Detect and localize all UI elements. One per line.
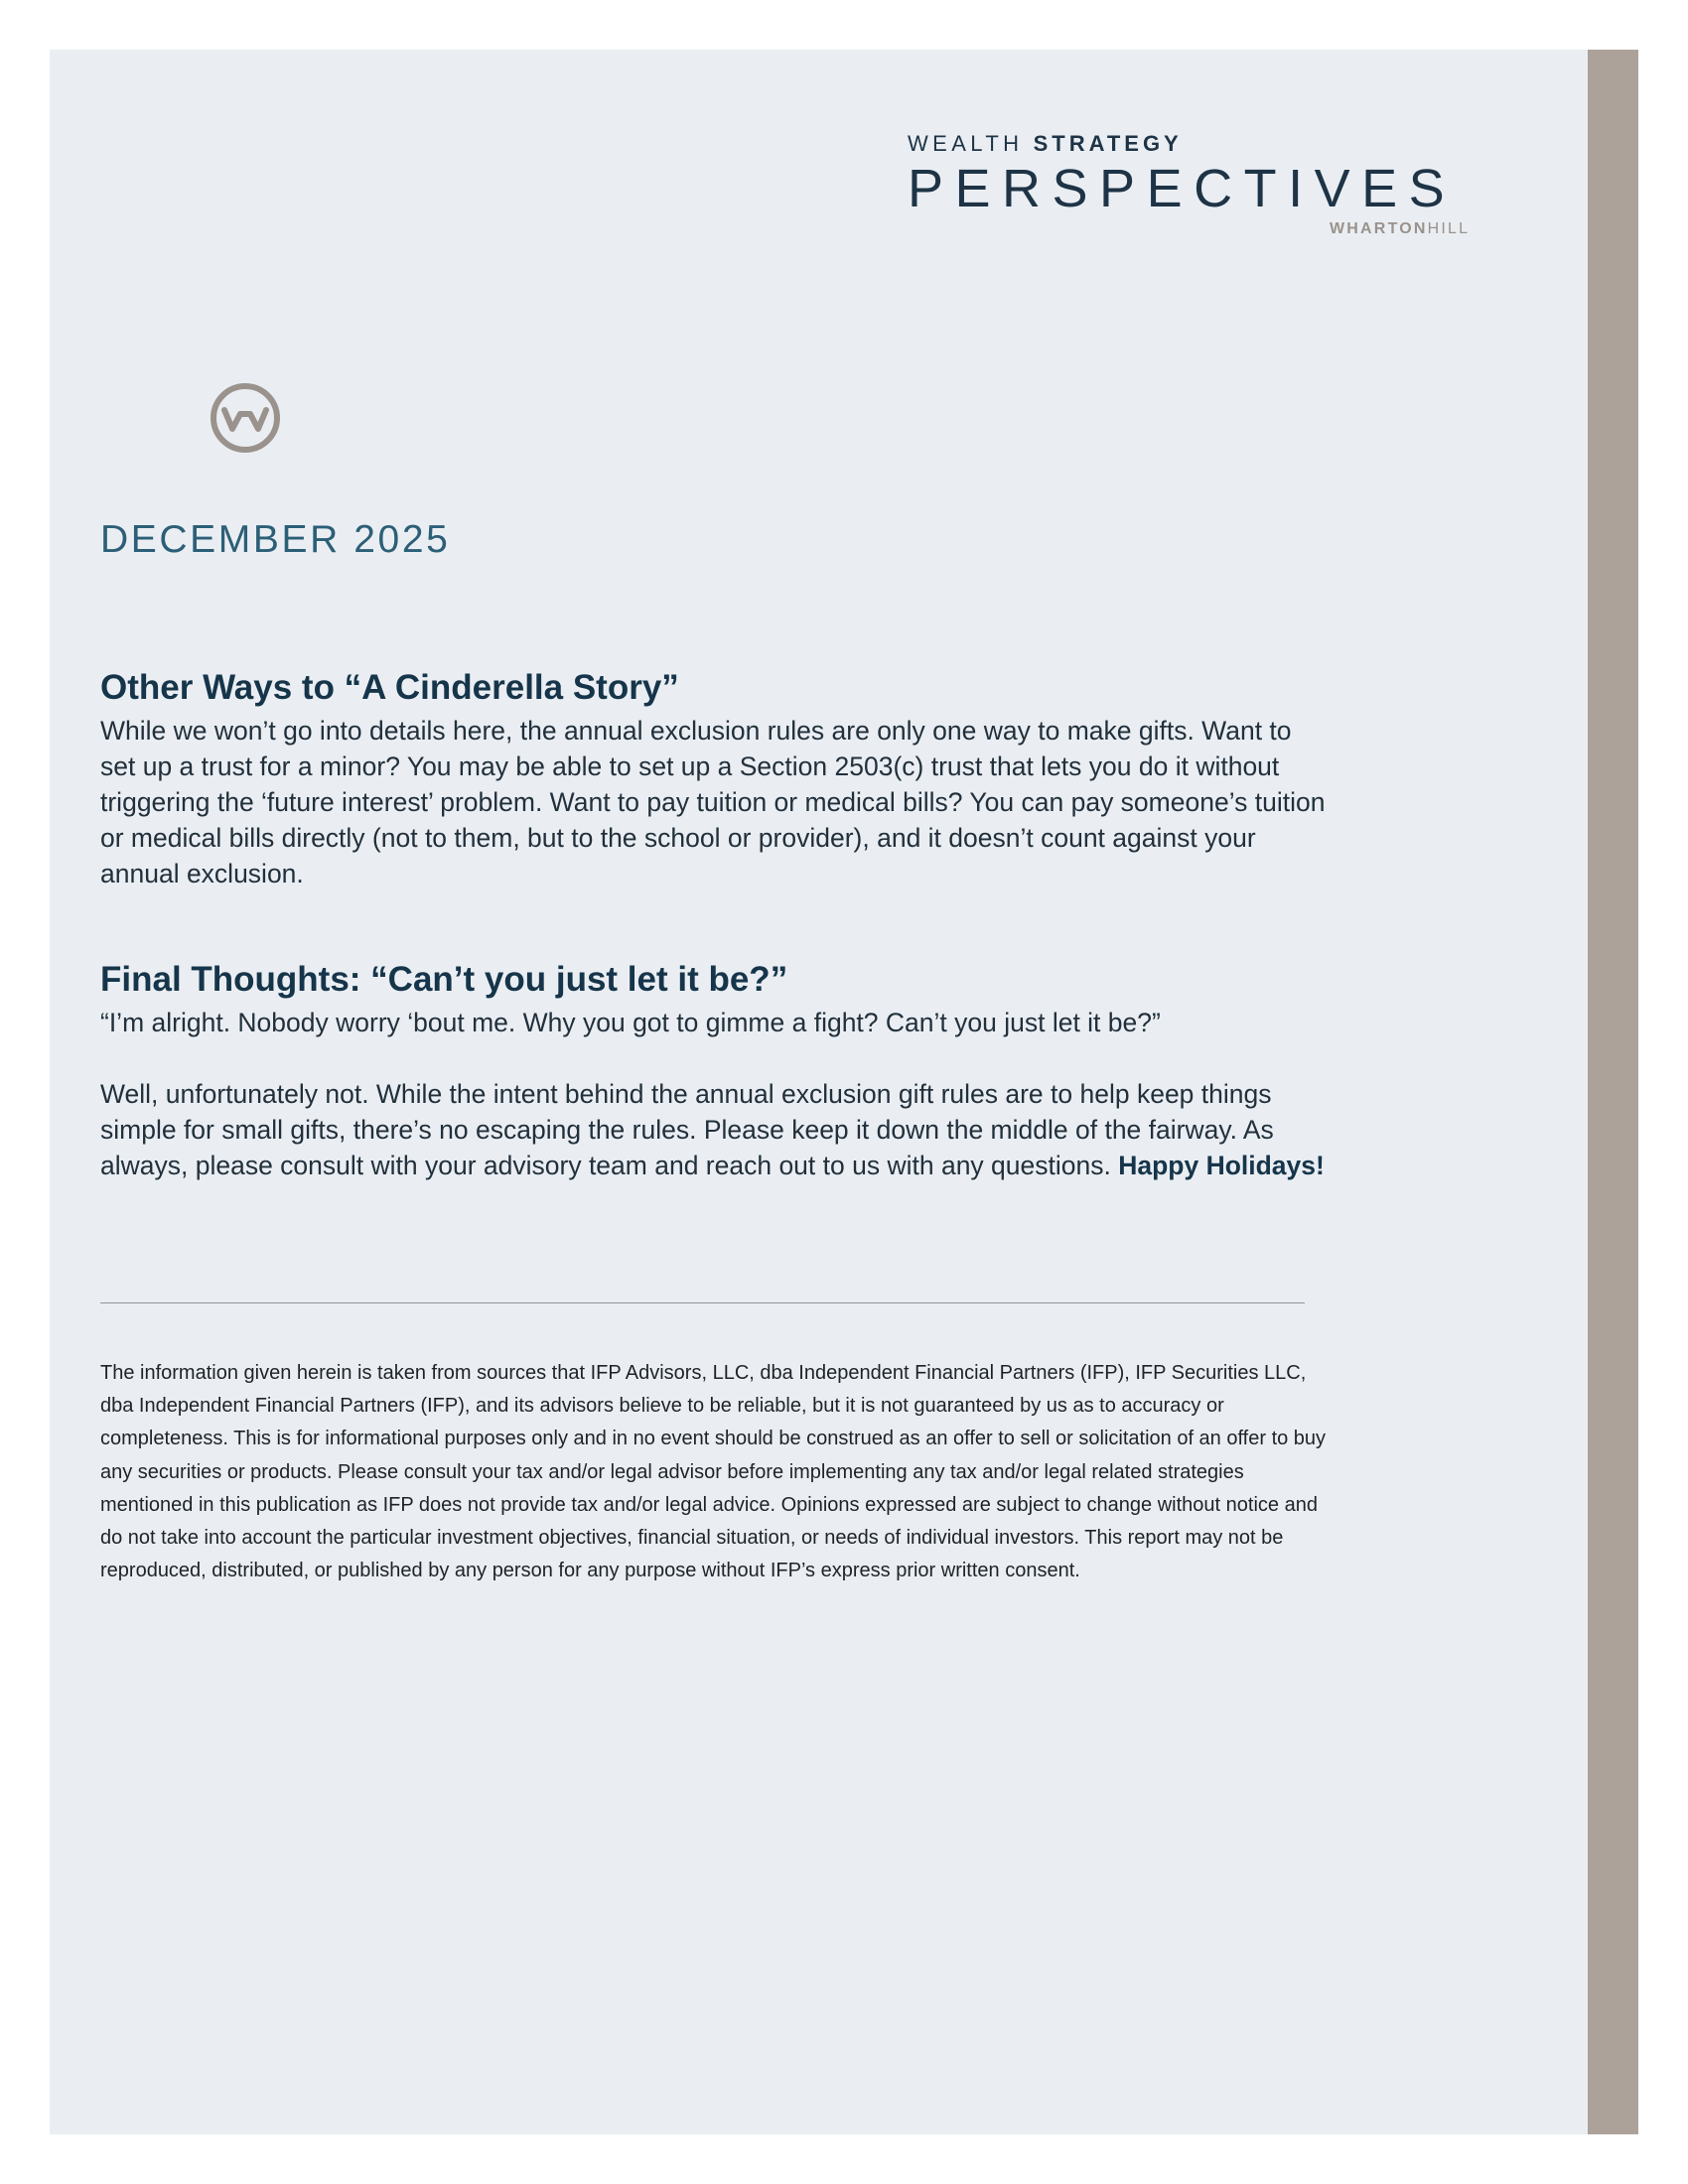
w-circle-logo-icon (209, 381, 282, 455)
section-heading-final-thoughts: Final Thoughts: “Can’t you just let it be?” (100, 960, 788, 999)
masthead (908, 130, 1573, 237)
section-spacer (100, 891, 1332, 955)
masthead-brand-bold: WHARTON (1330, 220, 1428, 237)
masthead-brand (1330, 220, 1470, 238)
masthead-title: PERSPECTIVES (908, 159, 1457, 218)
closing-signoff: Happy Holidays! (1118, 1151, 1325, 1180)
paragraph-spacer (100, 1040, 1332, 1076)
song-quote: “I’m alright. Nobody worry ‘bout me. Why you got to gimme a fight? Can’t you just let it be?” (100, 1008, 1161, 1037)
legal-disclaimer: The information given herein is taken from sources that IFP Advisors, LLC, dba Independent Financial Partners (IFP), IFP Securities LLC, dba Independent Financial Partners (IFP), and its advisors believe to be reliable, but it is not guaranteed by us as to accuracy or completeness. This is for informational purposes only and in no event should be construed as an offer to sell or solicitation of an offer to buy any securities or products. Please consult your tax and/or legal advisor before implementing any tax and/or legal related strategies mentioned in this publication as IFP does not provide tax and/or legal advice. Opinions expressed are subject to change without notice and do not take into account the particular investment objectives, financial situation, or needs of individual investors. This report may not be reproduced, distributed, or published by any person for any purpose without IFP’s express prior written consent. (100, 1362, 1327, 1582)
closing-paragraph (100, 1076, 1332, 1183)
section-paragraph-cinderella: While we won’t go into details here, the annual exclusion rules are only one way to make gifts. Want to set up a trust for a minor? You may be able to set up a Section 2503(c) trust that lets you do it without triggering the ‘future interest’ problem. Want to pay tuition or medical bills? You can pay someone’s tuition or medical bills directly (not to them, but to the school or provider), and it doesn’t count against your annual exclusion. (100, 716, 1326, 888)
decorative-side-bar (1588, 50, 1638, 2134)
section-heading-cinderella: Other Ways to “A Cinderella Story” (100, 668, 679, 707)
masthead-kicker-bold: STRATEGY (1033, 131, 1183, 156)
masthead-kicker-light: WEALTH (908, 131, 1024, 156)
section-divider (100, 1302, 1305, 1303)
closing-text: Well, unfortunately not. While the intent behind the annual exclusion gift rules are to help keep things simple for small gifts, there’s no escaping the rules. Please keep it down the middle of the fairway. As always, please consult with your advisory team and reach out to us with any questions. (100, 1079, 1274, 1180)
masthead-kicker (908, 130, 1573, 158)
masthead-brand-light: HILL (1427, 220, 1471, 237)
article-body (100, 663, 1332, 1183)
issue-date: DECEMBER 2025 (100, 518, 451, 561)
